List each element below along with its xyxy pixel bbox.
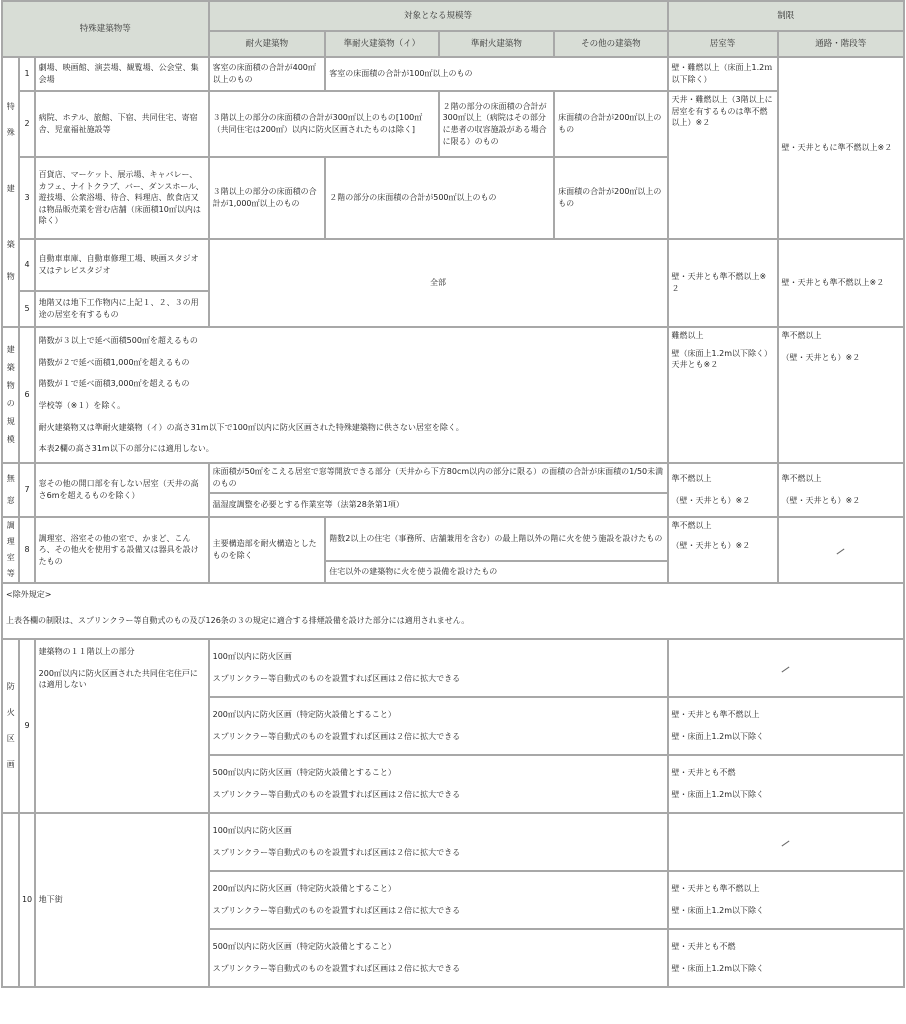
row1-others: 客室の床面積の合計が100㎡以上のもの — [326, 58, 666, 90]
row7-cond1: 床面積が50㎡をこえる居室で窓等開放できる部分（天井から下方80cm以内の部分に限る）の面積の合計が床面積の1/50未満のもの — [210, 464, 667, 492]
row10-zone3-restriction: 壁・天井とも不燃 壁・床面上1.2m以下除く — [669, 930, 904, 986]
header-other: その他の建築物 — [555, 32, 666, 56]
header-target-scale: 対象となる規模等 — [210, 2, 667, 30]
row-number: 2 — [20, 92, 33, 156]
row8-exception: 主要構造部を耐火構造としたものを除く — [210, 518, 325, 582]
row3-other: 床面積の合計が200㎡以上のもの — [555, 158, 666, 238]
row-number: 6 — [20, 328, 33, 462]
row-number: 1 — [20, 58, 33, 90]
row5-use: 地階又は地下工作物内に上記１、２、３の用途の居室を有するもの — [36, 292, 208, 326]
row-number: 3 — [20, 158, 33, 238]
row2-other: 床面積の合計が200㎡以上のもの — [555, 92, 666, 156]
row4-passage: 壁・天井とも準不燃以上※２ — [779, 240, 903, 326]
row9-use: 建築物の１１階以上の部分 200㎡以内に防火区画された共同住宅住戸には適用しない — [36, 640, 208, 812]
row10-zone1: 100㎡以内に防火区画 スプリンクラー等自動式のものを設置すれば区画は２倍に拡大できる — [210, 814, 667, 870]
row4-all: 全部 — [210, 240, 667, 326]
row2-room: 天井・難燃以上（3階以上に居室を有するものは準不燃以上）※２ — [669, 92, 777, 238]
row7-cond2: 温湿度調整を必要とする作業室等（法第28条第1項） — [210, 494, 667, 516]
row2-semi: ２階の部分の床面積の合計が300㎡以上（病院はその部分に患者の収容施設がある場合に限る）のもの — [440, 92, 554, 156]
scale-label: 建 築 物 の 規 模 — [3, 328, 18, 462]
row-number: 7 — [20, 464, 33, 516]
kitchen-label: 調 理 室 等 — [3, 518, 18, 582]
row-number: 9 — [20, 640, 33, 812]
row2-passage: 壁・天井ともに準不燃以上※２ — [779, 58, 903, 238]
row7-room: 準不燃以上 （壁・天井とも）※２ — [669, 464, 777, 516]
row1-fireproof: 客室の床面積の合計が400㎡以上のもの — [210, 58, 325, 90]
special-building-label: 特 殊 建 築 物 — [3, 58, 18, 326]
row9-zone1: 100㎡以内に防火区画 スプリンクラー等自動式のものを設置すれば区画は２倍に拡大できる — [210, 640, 667, 696]
row-number: 8 — [20, 518, 33, 582]
header-restriction: 制限 — [669, 2, 904, 30]
row1-use: 劇場、映画館、演芸場、観覧場、公会堂、集会場 — [36, 58, 208, 90]
row1-room: 壁・難燃以上（床面上1.2ｍ以下除く） — [669, 58, 777, 90]
row7-use: 窓その他の開口部を有しない居室（天井の高さ6mを超えるものを除く） — [36, 464, 208, 516]
row7-passage: 準不燃以上 （壁・天井とも）※２ — [779, 464, 903, 516]
row9-zone2-restriction: 壁・天井とも準不燃以上 壁・床面上1.2m以下除く — [669, 698, 904, 754]
not-applicable-mark — [837, 549, 845, 555]
row-number: 4 — [20, 240, 33, 290]
header-fireproof: 耐火建築物 — [210, 32, 325, 56]
row8-use: 調理室、浴室その他の室で、かまど、こんろ、その他火を使用する設備又は器具を設けたもの — [36, 518, 208, 582]
row-number: 5 — [20, 292, 33, 326]
fire-compartment-label: 防 火 区 画 — [3, 640, 18, 812]
header-semi-fireproof-i: 準耐火建築物（イ） — [326, 32, 437, 56]
row9-zone3-restriction: 壁・天井とも不燃 壁・床面上1.2m以下除く — [669, 756, 904, 812]
row4-use: 自動車車庫、自動車修理工場、映画スタジオ又はテレビスタジオ — [36, 240, 208, 290]
row3-fireproof: ３階以上の部分の床面積の合計が1,000㎡以上のもの — [210, 158, 325, 238]
row10-label-blank — [3, 814, 18, 986]
row10-zone2-restriction: 壁・天井とも準不燃以上 壁・床面上1.2m以下除く — [669, 872, 904, 928]
row9-zone1-restriction-none — [669, 640, 904, 696]
row8-passage-none — [779, 518, 903, 582]
row10-zone2: 200㎡以内に防火区画（特定防火設備とすること） スプリンクラー等自動式のものを設置すれば区画は２倍に拡大できる — [210, 872, 667, 928]
row10-use: 地下街 — [36, 814, 208, 986]
row10-zone3: 500㎡以内に防火区画（特定防火設備とすること） スプリンクラー等自動式のものを設置すれば区画は２倍に拡大できる — [210, 930, 667, 986]
header-passage: 通路・階段等 — [779, 32, 903, 56]
exclusion-note: <除外規定> 上表各欄の制限は、スプリンクラー等自動式のもの及び126条の３の規定に適合する排煙設備を設けた部分には適用されません。 — [3, 584, 903, 638]
row3-semi: ２階の部分の床面積の合計が500㎡以上のもの — [326, 158, 553, 238]
row2-use: 病院、ホテル、旅館、下宿、共同住宅、寄宿舎、児童福祉施設等 — [36, 92, 208, 156]
row2-fireproof-semi-i: ３階以上の部分の床面積の合計が300㎡以上のもの[100㎡（共同住宅は200㎡）以内に防火区画されたものは除く] — [210, 92, 438, 156]
row9-zone3: 500㎡以内に防火区画（特定防火設備とすること） スプリンクラー等自動式のものを設置すれば区画は２倍に拡大できる — [210, 756, 667, 812]
row3-use: 百貨店、マーケット、展示場、キャバレー、カフェ、ナイトクラブ、バー、ダンスホール、遊技場、公衆浴場、待合、料理店、飲食店又は物品販売業を営む店舗（床面積10㎡以内は除く） — [36, 158, 208, 238]
header-semi-fireproof: 準耐火建築物 — [440, 32, 554, 56]
header-living-room: 居室等 — [669, 32, 777, 56]
restriction-table — [1, 0, 905, 988]
row8-room: 準不燃以上 （壁・天井とも）※２ — [669, 518, 777, 582]
windowless-label: 無 窓 — [3, 464, 18, 516]
row8-cond1: 階数2以上の住宅（事務所、店舗兼用を含む）の最上階以外の階に火を使う施設を設けたもの — [326, 518, 666, 560]
row8-cond2: 住宅以外の建築物に火を使う設備を設けたもの — [326, 562, 666, 582]
row4-room: 壁・天井とも準不燃以上※２ — [669, 240, 777, 326]
row6-conditions: 階数が３以上で延べ面積500㎡を超えるもの 階数が２で延べ面積1,000㎡を超えるもの 階数が１で延べ面積3,000㎡を超えるもの 学校等（※１）を除く。 耐火建築物又は準耐火建築物（イ）の高さ31m以下で100㎡以内に防火区画された特殊建築物に供さない居室を除く。 本表2欄の高さ31m以下の部分には適用しない。 — [36, 328, 667, 462]
row-number: 10 — [20, 814, 33, 986]
row6-passage: 準不燃以上 （壁・天井とも）※２ — [779, 328, 903, 462]
header-building-type: 特殊建築物等 — [3, 2, 208, 56]
row9-zone2: 200㎡以内に防火区画（特定防火設備とすること） スプリンクラー等自動式のものを設置すれば区画は２倍に拡大できる — [210, 698, 667, 754]
not-applicable-mark — [782, 841, 790, 847]
not-applicable-mark — [782, 667, 790, 673]
row6-room: 難燃以上 壁（床面上1.2m以下除く） 天井とも※２ — [669, 328, 777, 462]
row10-zone1-restriction-none — [669, 814, 904, 870]
